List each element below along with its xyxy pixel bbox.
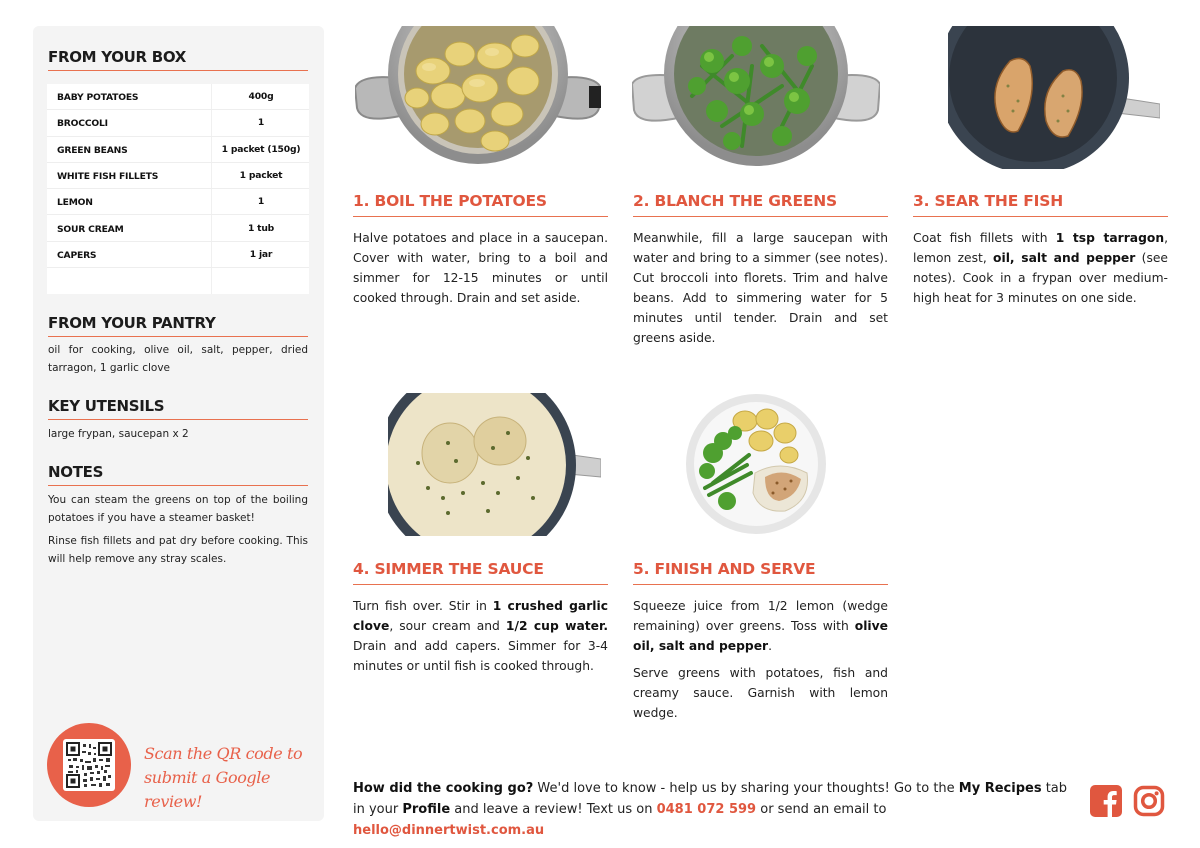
step-4-rule [353,584,608,585]
ingredient-name: WHITE FISH FILLETS [57,170,159,182]
step-2-title: 2. BLANCH THE GREENS [633,192,837,210]
ingredient-qty: 1 [257,117,265,129]
ingredient-qty: 1 tub [247,222,275,234]
utensils-text: large frypan, saucepan x 2 [48,428,189,440]
pantry-text: oil for cooking, olive oil, salt, pepper, dried tarragon, 1 garlic clove [48,344,308,374]
instagram-icon[interactable] [1133,785,1165,817]
ingredient-name: GREEN BEANS [57,144,128,156]
ingredient-name: LEMON [57,197,93,209]
heading-rule [48,336,308,337]
review-footer: How did the cooking go? We'd love to know - help us by sharing your thoughts! Go to the My Recipes tab in your Profile and leave a review! Text us on 0481 072 599 or send an email to hello@dinnertwist.com.au [353,781,1068,838]
ingredient-name: BROCCOLI [57,118,108,130]
table-row [47,137,309,163]
simmering-sauce-photo [388,393,601,536]
table-row [47,163,309,189]
step-1-text: Halve potatoes and place in a saucepan. Cover with water, bring to a boil and simmer for 12-15 minutes or until cooked through. Drain and set aside. [353,231,608,305]
step-3-title: 3. SEAR THE FISH [913,192,1063,210]
step-4-title: 4. SIMMER THE SAUCE [353,560,544,578]
qr-prompt-line-2: submit a Google review! [144,768,271,811]
seared-fish-photo [948,26,1160,169]
step-3-rule [913,216,1168,217]
ingredient-qty: 1 packet (150g) [221,143,301,155]
plated-dish-photo [685,393,827,536]
step-2-text: Meanwhile, fill a large saucepan with water and bring to a simmer (see notes). Cut broccoli into florets. Trim and halve beans. Add to simmering water for 5 minutes until tender. Drain and set greens aside. [633,231,888,345]
heading-rule [48,70,308,71]
table-row [47,84,309,110]
heading-rule [48,419,308,420]
ingredients-table [47,84,309,294]
table-row [47,189,309,215]
key-utensils-heading: KEY UTENSILS [48,397,165,415]
note-1: You can steam the greens on top of the boiling potatoes if you have a steamer basket! [48,494,308,524]
step-5-text: Squeeze juice from 1/2 lemon (wedge remaining) over greens. Toss with olive oil, salt and pepper. Serve greens with potatoes, fish and creamy sauce. Garnish with lemon wedge. [633,599,888,720]
step-3-text: Coat fish fillets with 1 tsp tarragon, lemon zest, oil, salt and pepper (see notes). Cook in a frypan over medium-high heat for 3 minutes on one side. [913,231,1168,305]
ingredient-name: CAPERS [57,249,97,261]
step-1-rule [353,216,608,217]
notes-heading: NOTES [48,463,104,481]
boiled-potatoes-photo [355,26,601,169]
from-your-box-heading: FROM YOUR BOX [48,48,187,66]
from-your-pantry-heading: FROM YOUR PANTRY [48,314,216,332]
step-4-text: Turn fish over. Stir in 1 crushed garlic clove, sour cream and 1/2 cup water. Drain and add capers. Simmer for 3-4 minutes or until fish is cooked through. [353,599,609,673]
ingredient-qty: 1 [257,196,265,208]
ingredient-name: SOUR CREAM [57,223,124,235]
ingredient-name: BABY POTATOES [57,92,139,103]
note-2: Rinse fish fillets and pat dry before cooking. This will help remove any stray scales. [48,535,308,565]
table-row [47,110,309,136]
step-5-title: 5. FINISH AND SERVE [633,560,816,578]
step-5-rule [633,584,888,585]
qr-code-icon[interactable] [63,739,115,791]
qr-badge [47,723,131,807]
ingredient-qty: 1 packet [239,169,283,181]
table-row [47,242,309,268]
facebook-icon[interactable] [1090,785,1122,817]
qr-review-prompt [144,742,314,814]
ingredient-qty: 400g [248,91,274,102]
ingredient-qty: 1 jar [249,248,273,260]
table-row [47,216,309,242]
qr-prompt-line-1: Scan the QR code to [144,744,303,763]
step-1-title: 1. BOIL THE POTATOES [353,192,547,210]
heading-rule [48,485,308,486]
blanched-greens-photo [632,26,880,169]
recipe-sidebar [33,26,324,821]
step-2-rule [633,216,888,217]
